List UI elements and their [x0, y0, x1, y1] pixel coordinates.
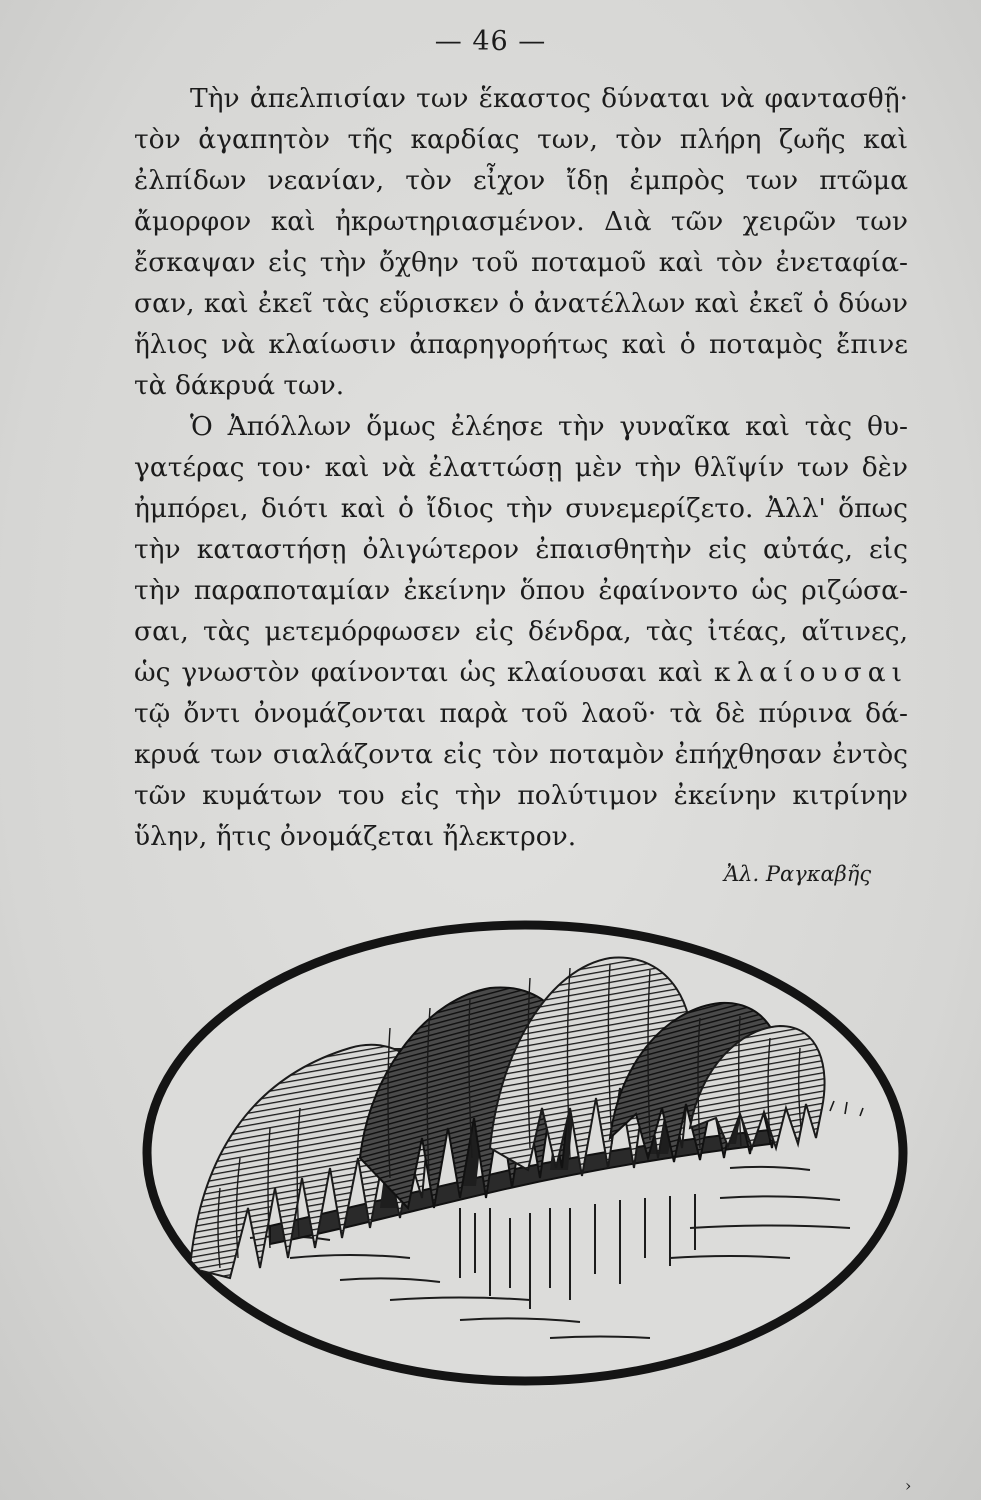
text-line: Ὁ Ἀπόλλων ὅμως ἐλέησε τὴν γυναῖκα καὶ τὰς θυ-: [190, 411, 908, 442]
text-line: σαν, καὶ ἐκεῖ τὰς εὕρισκεν ὁ ἀνατέλλων καὶ ἐκεῖ ὁ δύων: [134, 288, 908, 319]
text-line: σαι, τὰς μετεμόρφωσεν εἰς δένδρα, τὰς ἰτέας, αἵτινες,: [134, 616, 908, 647]
body-text: [134, 78, 908, 857]
weeping-willows-icon: [130, 908, 920, 1398]
text-line: ἐλπίδων νεανίαν, τὸν εἶχον ἴδῃ ἐμπρὸς των πτῶμα: [134, 165, 908, 196]
text-line: τὴν παραποταμίαν ἐκείνην ὅπου ἐφαίνοντο ὡς ριζώσα-: [134, 575, 908, 606]
text-line: τὰ δάκρυά των.: [134, 370, 345, 401]
text-line: ὕλην, ἥτις ὀνομάζεται ἤλεκτρον.: [134, 821, 577, 852]
text-line: κρυά των σιαλάζοντα εἰς τὸν ποταμὸν ἐπήχθησαν ἐντὸς: [134, 739, 908, 770]
text-line: ἥλιος νὰ κλαίωσιν ἀπαρηγορήτως καὶ ὁ ποταμὸς ἔπινε: [134, 329, 908, 360]
emphasized-word: κλαίουσαι: [713, 657, 908, 688]
page-number: — 46 —: [434, 26, 547, 57]
text-line: Τὴν ἀπελπισίαν των ἕκαστος δύναται νὰ φαντασθῇ·: [190, 83, 908, 114]
author-signature: Ἀλ. Ραγκαβῆς: [724, 862, 872, 886]
text-line: ἔσκαψαν εἰς τὴν ὄχθην τοῦ ποταμοῦ καὶ τὸν ἐνεταφία-: [134, 247, 908, 278]
corner-mark: ›: [905, 1476, 912, 1495]
text-line: ἠμπόρει, διότι καὶ ὁ ἴδιος τὴν συνεμερίζετο. Ἀλλ' ὅπως: [134, 493, 908, 524]
text-line: τῷ ὄντι ὀνομάζονται παρὰ τοῦ λαοῦ· τὰ δὲ πύρινα δά-: [134, 698, 908, 729]
text-line: γατέρας του· καὶ νὰ ἐλαττώσῃ μὲν τὴν θλῖψίν των δὲν: [134, 452, 908, 483]
text-line: τὴν καταστήσῃ ὀλιγώτερον ἐπαισθητὴν εἰς αὐτάς, εἰς: [134, 534, 908, 565]
text-line: ἄμορφον καὶ ἠκρωτηριασμένον. Διὰ τῶν χειρῶν των: [134, 206, 908, 237]
text-line: τῶν κυμάτων του εἰς τὴν πολύτιμον ἐκείνην κιτρίνην: [134, 780, 908, 811]
text-line: τὸν ἀγαπητὸν τῆς καρδίας των, τὸν πλήρη ζωῆς καὶ: [134, 124, 908, 155]
text-line-prefix: ὡς γνωστὸν φαίνονται ὡς κλαίουσαι καὶ: [134, 657, 703, 688]
text-line: [134, 652, 908, 693]
